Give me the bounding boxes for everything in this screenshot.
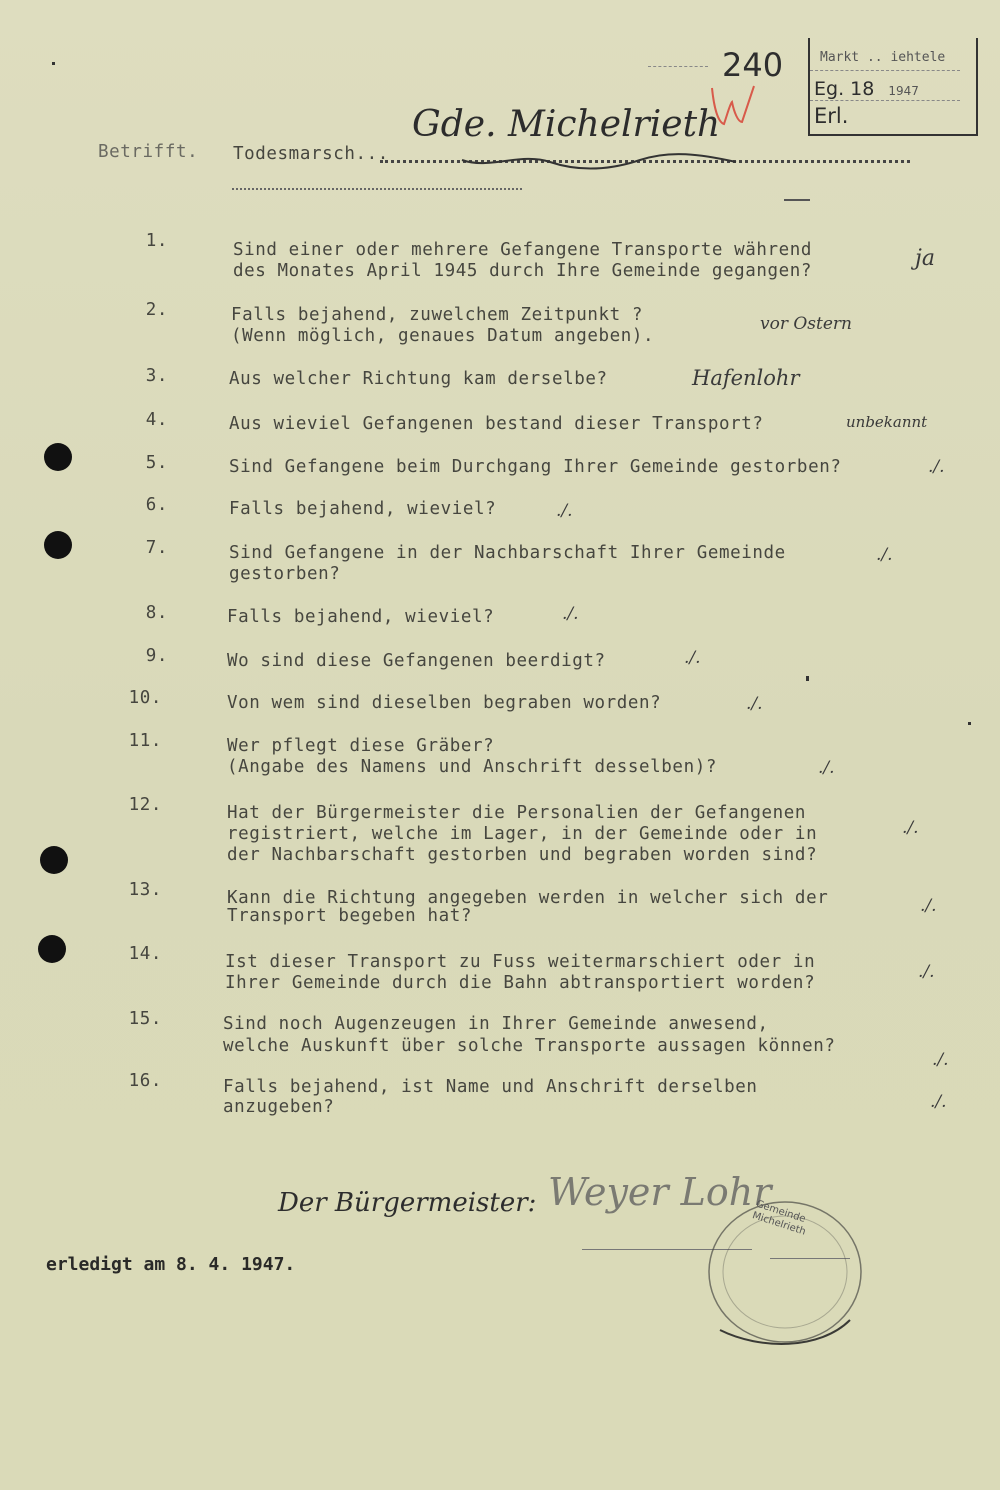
completed-note: erledigt am 8. 4. 1947.	[46, 1254, 296, 1275]
receipt-stamp	[808, 38, 978, 136]
margin-mark	[806, 676, 809, 681]
question-text: Transport begeben hat?	[227, 906, 472, 926]
question-text: Sind noch Augenzeugen in Ihrer Gemeinde anwesend,	[223, 1014, 769, 1034]
answer-handwritten: ./.	[932, 1050, 949, 1070]
question-number: 11.	[128, 731, 162, 751]
municipality-handwritten: Gde. Michelrieth	[412, 104, 721, 145]
signature-title: Der Bürgermeister:	[278, 1188, 537, 1218]
seal-text: Gemeinde Michelrieth	[750, 1198, 807, 1238]
subject-text: Todesmarsch...	[233, 144, 389, 164]
answer-handwritten: unbekannt	[846, 413, 928, 431]
stamp-entry-number: Eg. 18	[814, 78, 875, 100]
page-number: 240	[722, 46, 784, 84]
answer-handwritten: ./.	[562, 604, 579, 624]
question-text: Hat der Bürgermeister die Personalien der Gefangenen	[227, 803, 807, 823]
question-text: Falls bejahend, zuwelchem Zeitpunkt ?	[231, 305, 644, 325]
question-number: 14.	[128, 944, 162, 964]
question-text: Ihrer Gemeinde durch die Bahn abtransportiert worden?	[225, 973, 816, 993]
answer-handwritten: Hafenlohr	[692, 366, 800, 390]
answer-handwritten: ./.	[920, 896, 937, 916]
municipality-underline	[460, 150, 740, 174]
answer-handwritten: ./.	[930, 1092, 947, 1112]
answer-handwritten: ./.	[684, 648, 701, 668]
question-text: der Nachbarschaft gestorben und begraben worden sind?	[227, 845, 818, 865]
stamp-line-2	[814, 78, 919, 100]
question-text: Wo sind diese Gefangenen beerdigt?	[227, 651, 606, 671]
answer-handwritten: ./.	[746, 694, 763, 714]
question-text: Falls bejahend, wieviel?	[229, 499, 497, 519]
answer-handwritten: ./.	[818, 758, 835, 778]
stamp-inner-divider	[810, 70, 960, 71]
punch-hole	[40, 846, 68, 874]
stamp-entry-date: 1947	[888, 84, 919, 98]
question-text: Kann die Richtung angegeben werden in welcher sich der	[227, 888, 829, 908]
question-number: 8.	[145, 603, 168, 623]
page-number-dashes	[648, 66, 708, 67]
question-text: anzugeben?	[223, 1097, 335, 1117]
question-text: Sind Gefangene beim Durchgang Ihrer Gemeinde gestorben?	[229, 457, 842, 477]
question-text: (Angabe des Namens und Anschrift desselben)?	[227, 757, 717, 777]
question-text: Sind Gefangene in der Nachbarschaft Ihrer Gemeinde	[229, 543, 786, 563]
short-dash	[784, 199, 810, 201]
answer-handwritten: vor Ostern	[760, 314, 852, 334]
secondary-dotted-line	[232, 188, 522, 190]
question-number: 6.	[145, 495, 168, 515]
question-text: Ist dieser Transport zu Fuss weitermarschiert oder in	[225, 952, 816, 972]
answer-handwritten: ./.	[918, 962, 935, 982]
question-text: Von wem sind dieselben begraben worden?	[227, 693, 662, 713]
question-number: 7.	[145, 538, 168, 558]
stamp-inner-divider	[810, 100, 960, 101]
question-text: Wer pflegt diese Gräber?	[227, 736, 495, 756]
question-number: 2.	[145, 300, 168, 320]
question-number: 10.	[128, 688, 162, 708]
question-text: Sind einer oder mehrere Gefangene Transporte während	[233, 240, 813, 260]
question-number: 1.	[145, 231, 168, 251]
question-number: 13.	[128, 880, 162, 900]
answer-handwritten: ./.	[876, 545, 893, 565]
question-text: (Wenn möglich, genaues Datum angeben).	[231, 326, 655, 346]
answer-handwritten: ./.	[556, 501, 573, 521]
question-text: Falls bejahend, ist Name und Anschrift derselben	[223, 1077, 758, 1097]
question-number: 3.	[145, 366, 168, 386]
stamp-line-1: Markt .. iehtele	[820, 50, 946, 65]
answer-handwritten: ./.	[902, 818, 919, 838]
question-number: 15.	[128, 1009, 162, 1029]
question-number: 16.	[128, 1071, 162, 1091]
question-text: Falls bejahend, wieviel?	[227, 607, 495, 627]
subject-label: Betrifft.	[98, 142, 199, 162]
question-number: 9.	[145, 646, 168, 666]
answer-handwritten: ja	[915, 246, 935, 271]
question-text: gestorben?	[229, 564, 341, 584]
question-text: registriert, welche im Lager, in der Gemeinde oder in	[227, 824, 818, 844]
punch-hole	[44, 531, 72, 559]
punch-hole	[44, 443, 72, 471]
question-text: des Monates April 1945 durch Ihre Gemeinde gegangen?	[233, 261, 813, 281]
question-number: 4.	[145, 410, 168, 430]
signature-name: Weyer Lohr	[548, 1170, 772, 1214]
margin-mark	[968, 722, 971, 725]
question-number: 12.	[128, 795, 162, 815]
answer-handwritten: ./.	[928, 457, 945, 477]
margin-mark	[52, 62, 55, 65]
question-number: 5.	[145, 453, 168, 473]
question-text: Aus wieviel Gefangenen bestand dieser Transport?	[229, 414, 764, 434]
question-text: welche Auskunft über solche Transporte aussagen können?	[223, 1036, 836, 1056]
punch-hole	[38, 935, 66, 963]
stamp-line-3: Erl.	[814, 104, 849, 128]
question-text: Aus welcher Richtung kam derselbe?	[229, 369, 608, 389]
